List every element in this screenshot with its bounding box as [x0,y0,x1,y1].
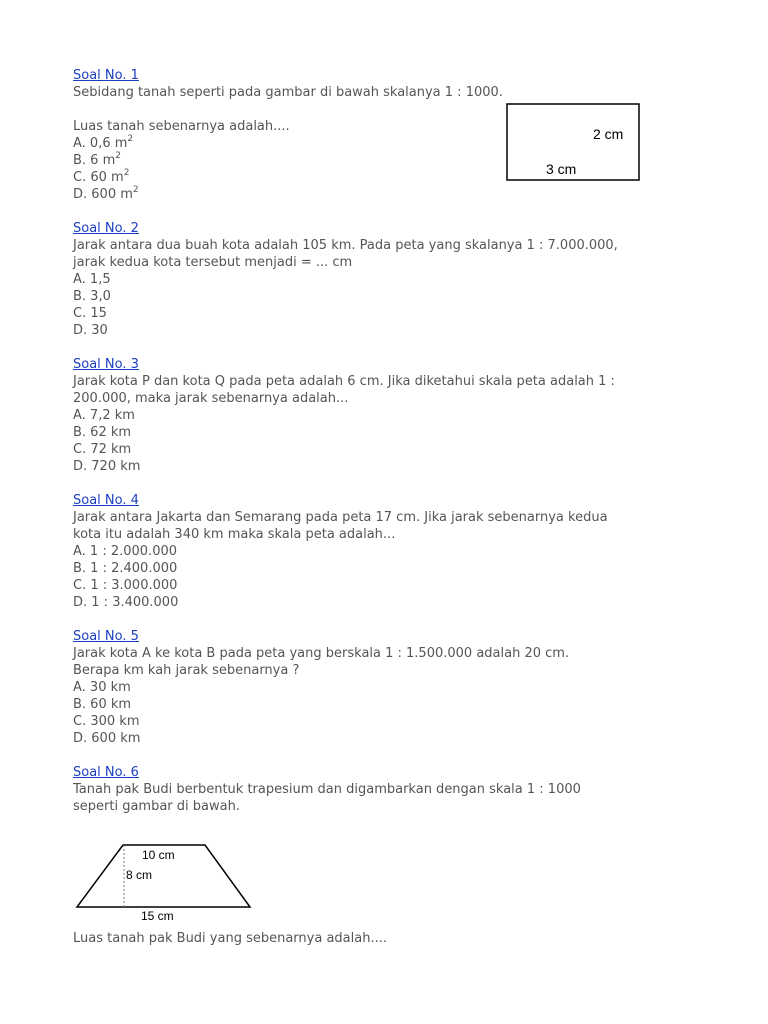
option-sup: 2 [123,167,130,178]
rectangle-height-label: 2 cm [593,126,624,142]
question-6-text-1: Tanah pak Budi berbentuk trapesium dan digambarkan dengan skala 1 : 1000 [73,782,581,797]
question-2-option-d: D. 30 [73,323,108,338]
question-3 [73,356,673,475]
question-6 [73,764,673,815]
rectangle-width-label: 3 cm [546,161,577,177]
trapezoid-figure [72,840,258,926]
question-4-option-d: D. 1 : 3.400.000 [73,595,179,610]
question-4-option-a: A. 1 : 2.000.000 [73,544,178,559]
question-3-text-1: Jarak kota P dan kota Q pada peta adalah 6 cm. Jika diketahui skala peta adalah 1 : [73,374,615,389]
option-label: C. 60 m [73,170,124,185]
trapezoid-bottom-label: 15 cm [141,909,174,923]
question-2-option-b: B. 3,0 [73,289,111,304]
question-6-text-2: seperti gambar di bawah. [73,799,240,814]
question-3-option-c: C. 72 km [73,442,132,457]
question-5-text-1: Jarak kota A ke kota B pada peta yang berskala 1 : 1.500.000 adalah 20 cm. [73,646,570,661]
question-2-text-1: Jarak antara dua buah kota adalah 105 km. Pada peta yang skalanya 1 : 7.000.000, [73,238,618,253]
question-2 [73,220,673,339]
question-5-text-2: Berapa km kah jarak sebenarnya ? [73,663,300,678]
question-5-link[interactable]: Soal No. 5 [73,629,139,644]
question-5-option-d: D. 600 km [73,731,141,746]
question-2-option-c: C. 15 [73,306,107,321]
trapezoid-height-label: 8 cm [126,868,153,882]
question-6-after-text: Luas tanah pak Budi yang sebenarnya adalah.... [73,931,387,946]
question-2-option-a: A. 1,5 [73,272,111,287]
rectangle-figure [506,103,640,181]
question-1-option-d [73,186,673,203]
question-5-option-a: A. 30 km [73,680,131,695]
question-1-text-2: Luas tanah sebenarnya adalah.... [73,119,290,134]
option-label: B. 6 m [73,153,116,168]
question-4-option-c: C. 1 : 3.000.000 [73,578,178,593]
question-4 [73,492,673,611]
question-2-link[interactable]: Soal No. 2 [73,221,139,236]
question-6-link[interactable]: Soal No. 6 [73,765,139,780]
question-3-option-b: B. 62 km [73,425,132,440]
question-1-text-1: Sebidang tanah seperti pada gambar di bawah skalanya 1 : 1000. [73,85,503,100]
option-label: D. 600 m [73,187,133,202]
question-2-text-2: jarak kedua kota tersebut menjadi = ... cm [73,255,353,270]
trapezoid-top-label: 10 cm [142,848,175,862]
question-5-option-c: C. 300 km [73,714,140,729]
question-4-option-b: B. 1 : 2.400.000 [73,561,178,576]
question-1-link[interactable]: Soal No. 1 [73,68,139,83]
question-3-text-2: 200.000, maka jarak sebenarnya adalah... [73,391,349,406]
question-4-text-1: Jarak antara Jakarta dan Semarang pada peta 17 cm. Jika jarak sebenarnya kedua [73,510,608,525]
option-sup: 2 [115,150,121,161]
question-3-option-d: D. 720 km [73,459,141,474]
question-3-option-a: A. 7,2 km [73,408,135,423]
question-3-link[interactable]: Soal No. 3 [73,357,139,372]
question-5 [73,628,673,747]
question-4-text-2: kota itu adalah 340 km maka skala peta adalah... [73,527,396,542]
question-5-option-b: B. 60 km [73,697,132,712]
option-sup: 2 [127,133,134,144]
option-sup: 2 [132,184,139,195]
option-label: A. 0,6 m [73,136,128,151]
question-4-link[interactable]: Soal No. 4 [73,493,139,508]
